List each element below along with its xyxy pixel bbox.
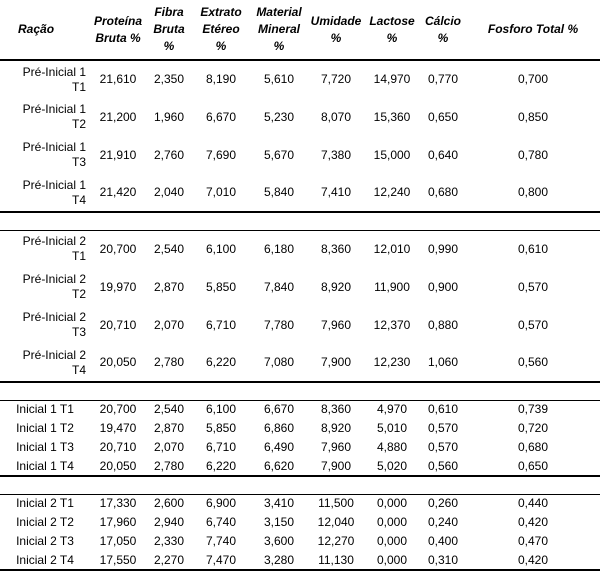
- cell-extrato-etereo: 6,220: [205, 458, 237, 473]
- cell-calcio: 0,640: [427, 147, 459, 162]
- row-label-text: Pré-Inicial 2: [22, 272, 86, 286]
- header-text: Etéreo: [202, 22, 240, 36]
- header-text: Fibra: [154, 5, 184, 19]
- row-label-text: Inicial 2 T4: [16, 552, 74, 567]
- table-row: [0, 419, 600, 438]
- row-label-text: T4: [71, 192, 86, 207]
- cell-proteina-bruta: 20,710: [99, 317, 137, 332]
- cell-lactose: 4,970: [376, 402, 408, 417]
- header-text: Bruta %: [95, 30, 141, 45]
- row-label: [0, 513, 90, 532]
- cell-lactose: 12,240: [373, 185, 411, 199]
- row-label-text: T2: [71, 117, 86, 131]
- cell-fibra-bruta: 2,780: [153, 458, 185, 473]
- table-row: [0, 344, 600, 382]
- cell-fosforo-total: 0,739: [517, 402, 549, 417]
- cell-calcio: 0,650: [427, 109, 459, 124]
- header-proteina-bruta: [90, 0, 146, 60]
- cell-fibra-bruta: 2,870: [153, 279, 185, 294]
- cell-fibra-bruta: 2,780: [153, 355, 185, 369]
- table-row: [0, 268, 600, 306]
- cell-fibra-bruta: 2,270: [153, 552, 185, 567]
- header-racao: [0, 0, 90, 60]
- cell-material-mineral: 6,670: [263, 402, 295, 417]
- header-fosforo-total: [466, 0, 600, 60]
- cell-calcio: 0,400: [427, 534, 459, 548]
- cell-umidade: 7,900: [320, 458, 352, 473]
- cell-calcio: 0,900: [427, 279, 459, 294]
- row-label: [0, 419, 90, 438]
- table-row: [0, 400, 600, 419]
- row-label-text: Inicial 2 T3: [16, 534, 74, 548]
- header-text: Extrato: [200, 5, 242, 19]
- cell-proteina-bruta: 19,470: [99, 421, 137, 435]
- header-extrato-etereo: [192, 0, 250, 60]
- cell-fibra-bruta: 2,330: [153, 534, 185, 548]
- cell-lactose: 5,010: [376, 421, 408, 435]
- header-text: Mineral: [257, 22, 300, 36]
- cell-material-mineral: 3,600: [263, 534, 295, 548]
- cell-material-mineral: 6,180: [263, 241, 295, 256]
- table-row: [0, 494, 600, 513]
- cell-material-mineral: 7,780: [263, 317, 295, 332]
- cell-extrato-etereo: 7,010: [205, 185, 237, 199]
- cell-lactose: 15,000: [373, 147, 411, 162]
- cell-fibra-bruta: 2,070: [153, 440, 185, 454]
- row-label-text: Pré-Inicial 2: [22, 310, 86, 324]
- cell-material-mineral: 3,150: [263, 515, 295, 529]
- cell-material-mineral: 6,490: [263, 440, 295, 454]
- row-label: [0, 268, 90, 306]
- row-label-text: T1: [71, 79, 86, 94]
- cell-umidade: 11,500: [318, 496, 354, 511]
- cell-fibra-bruta: 2,070: [153, 317, 185, 332]
- cell-fibra-bruta: 2,540: [153, 402, 185, 417]
- header-text: %: [437, 30, 449, 45]
- cell-proteina-bruta: 21,200: [99, 109, 137, 124]
- row-label-text: Pré-Inicial 1: [22, 102, 86, 116]
- cell-umidade: 12,270: [317, 534, 355, 548]
- cell-material-mineral: 3,410: [263, 496, 295, 511]
- cell-umidade: 8,070: [320, 109, 352, 124]
- row-label-text: Inicial 1 T1: [16, 402, 74, 417]
- cell-lactose: 12,230: [373, 355, 411, 369]
- row-label-text: T3: [71, 325, 86, 339]
- row-label: [0, 344, 90, 382]
- cell-umidade: 8,360: [320, 241, 352, 256]
- cell-material-mineral: 5,230: [263, 109, 295, 124]
- cell-fosforo-total: 0,720: [517, 421, 549, 435]
- cell-extrato-etereo: 6,900: [205, 496, 237, 511]
- header-text: %: [215, 39, 227, 53]
- cell-fosforo-total: 0,570: [517, 317, 549, 332]
- cell-fibra-bruta: 1,960: [153, 109, 185, 124]
- cell-proteina-bruta: 21,610: [99, 72, 137, 86]
- table-row: [0, 438, 600, 457]
- table-header: [0, 0, 600, 60]
- cell-fosforo-total: 0,780: [517, 147, 549, 162]
- table-row: [0, 230, 600, 268]
- header-row: [0, 0, 600, 60]
- cell-umidade: 7,410: [320, 185, 352, 199]
- header-text: Bruta: [153, 22, 185, 36]
- cell-umidade: 12,040: [317, 515, 355, 529]
- cell-extrato-etereo: 6,740: [205, 515, 237, 529]
- header-text: %: [273, 39, 285, 53]
- header-text: %: [330, 30, 342, 45]
- header-text: %: [163, 39, 175, 53]
- cell-fibra-bruta: 2,870: [153, 421, 185, 435]
- row-label: [0, 551, 90, 570]
- cell-material-mineral: 3,280: [263, 552, 295, 567]
- cell-calcio: 0,680: [427, 185, 459, 199]
- table-row: [0, 98, 600, 136]
- cell-fosforo-total: 0,470: [517, 534, 549, 548]
- row-label-text: Pré-Inicial 1: [22, 177, 86, 192]
- cell-extrato-etereo: 7,470: [205, 552, 237, 567]
- row-label-text: Inicial 2 T2: [16, 515, 74, 529]
- row-label: [0, 532, 90, 551]
- table-row: [0, 136, 600, 174]
- cell-extrato-etereo: 7,690: [205, 147, 237, 162]
- cell-fibra-bruta: 2,760: [153, 147, 185, 162]
- cell-lactose: 11,900: [374, 279, 410, 294]
- header-umidade: [308, 0, 364, 60]
- cell-calcio: 0,770: [427, 72, 459, 86]
- cell-calcio: 1,060: [427, 355, 459, 369]
- cell-fosforo-total: 0,420: [517, 515, 549, 529]
- cell-calcio: 0,240: [427, 515, 459, 529]
- cell-umidade: 7,900: [320, 355, 352, 369]
- row-label-text: Pré-Inicial 1: [22, 140, 86, 154]
- cell-fibra-bruta: 2,350: [153, 72, 185, 86]
- section-gap: [0, 476, 600, 494]
- cell-fosforo-total: 0,650: [517, 458, 549, 473]
- cell-fosforo-total: 0,850: [517, 109, 549, 124]
- cell-proteina-bruta: 20,700: [99, 402, 137, 417]
- section-gap: [0, 212, 600, 230]
- row-label-text: Inicial 1 T4: [16, 458, 74, 473]
- cell-extrato-etereo: 6,710: [205, 440, 237, 454]
- cell-material-mineral: 5,670: [263, 147, 295, 162]
- row-label: [0, 136, 90, 174]
- row-label-text: T3: [71, 155, 86, 169]
- cell-fosforo-total: 0,440: [517, 496, 549, 511]
- cell-calcio: 0,310: [427, 552, 459, 567]
- cell-lactose: 4,880: [376, 440, 408, 454]
- cell-extrato-etereo: 5,850: [205, 421, 237, 435]
- header-text: Cálcio: [424, 13, 461, 28]
- cell-fosforo-total: 0,680: [517, 440, 549, 454]
- cell-proteina-bruta: 21,420: [99, 185, 137, 199]
- cell-material-mineral: 6,860: [263, 421, 295, 435]
- cell-fosforo-total: 0,700: [517, 72, 549, 86]
- row-label: [0, 457, 90, 476]
- cell-lactose: 0,000: [376, 534, 408, 548]
- header-text: Ração: [18, 22, 55, 36]
- cell-proteina-bruta: 17,330: [99, 496, 137, 511]
- cell-umidade: 7,380: [320, 147, 352, 162]
- cell-calcio: 0,570: [427, 421, 459, 435]
- cell-extrato-etereo: 6,670: [205, 109, 237, 124]
- cell-proteina-bruta: 20,050: [99, 355, 137, 369]
- row-label-text: T2: [71, 287, 86, 301]
- header-text: Umidade: [310, 13, 362, 28]
- cell-fibra-bruta: 2,940: [153, 515, 185, 529]
- cell-material-mineral: 6,620: [263, 458, 295, 473]
- cell-material-mineral: 7,840: [263, 279, 295, 294]
- cell-material-mineral: 5,840: [263, 185, 295, 199]
- header-text: Proteína: [93, 13, 142, 28]
- cell-proteina-bruta: 20,050: [99, 458, 137, 473]
- row-label-text: T4: [71, 362, 86, 377]
- row-label: [0, 60, 90, 98]
- section-gap: [0, 382, 600, 400]
- cell-lactose: 5,020: [376, 458, 408, 473]
- cell-calcio: 0,560: [427, 458, 459, 473]
- cell-fibra-bruta: 2,600: [153, 496, 185, 511]
- header-text: %: [386, 30, 398, 45]
- cell-material-mineral: 5,610: [263, 72, 295, 86]
- cell-extrato-etereo: 6,710: [205, 317, 237, 332]
- row-label: [0, 494, 90, 513]
- cell-calcio: 0,570: [427, 440, 459, 454]
- cell-lactose: 12,010: [373, 241, 411, 256]
- cell-proteina-bruta: 20,710: [99, 440, 137, 454]
- header-text: Material: [256, 5, 302, 19]
- cell-fosforo-total: 0,560: [517, 355, 549, 369]
- cell-fosforo-total: 0,420: [517, 552, 549, 567]
- cell-umidade: 7,960: [320, 317, 352, 332]
- row-label: [0, 438, 90, 457]
- cell-umidade: 7,960: [320, 440, 352, 454]
- table-row: [0, 174, 600, 212]
- cell-extrato-etereo: 6,100: [205, 241, 237, 256]
- row-label: [0, 400, 90, 419]
- cell-lactose: 15,360: [373, 109, 411, 124]
- row-label-text: Inicial 2 T1: [16, 496, 74, 511]
- cell-proteina-bruta: 17,960: [99, 515, 137, 529]
- cell-fibra-bruta: 2,540: [153, 241, 185, 256]
- cell-proteina-bruta: 17,550: [99, 552, 137, 567]
- row-label: [0, 174, 90, 212]
- cell-extrato-etereo: 8,190: [205, 72, 237, 86]
- table-row: [0, 551, 600, 570]
- cell-extrato-etereo: 6,100: [205, 402, 237, 417]
- cell-umidade: 8,920: [320, 279, 352, 294]
- table-row: [0, 532, 600, 551]
- header-lactose: [364, 0, 420, 60]
- table-row: [0, 60, 600, 98]
- cell-calcio: 0,260: [427, 496, 459, 511]
- cell-proteina-bruta: 21,910: [99, 147, 137, 162]
- row-label: [0, 98, 90, 136]
- table-body: [0, 60, 600, 570]
- cell-material-mineral: 7,080: [263, 355, 295, 369]
- cell-lactose: 0,000: [376, 552, 408, 567]
- cell-proteina-bruta: 20,700: [99, 241, 137, 256]
- header-text: Fosforo Total %: [487, 22, 579, 36]
- cell-calcio: 0,880: [427, 317, 459, 332]
- cell-lactose: 14,970: [373, 72, 411, 86]
- cell-umidade: 7,720: [320, 72, 352, 86]
- table-row: [0, 306, 600, 344]
- table-row: [0, 457, 600, 476]
- table-row: [0, 513, 600, 532]
- cell-fosforo-total: 0,570: [517, 279, 549, 294]
- row-label: [0, 306, 90, 344]
- row-label-text: T1: [71, 249, 86, 264]
- header-material-mineral: [250, 0, 308, 60]
- row-label: [0, 230, 90, 268]
- cell-proteina-bruta: 17,050: [99, 534, 137, 548]
- cell-umidade: 11,130: [318, 552, 354, 567]
- cell-umidade: 8,920: [320, 421, 352, 435]
- cell-umidade: 8,360: [320, 402, 352, 417]
- cell-extrato-etereo: 6,220: [205, 355, 237, 369]
- header-text: Lactose: [369, 13, 415, 28]
- row-label-text: Inicial 1 T3: [16, 440, 74, 454]
- cell-lactose: 0,000: [376, 496, 408, 511]
- row-label-text: Pré-Inicial 2: [22, 347, 86, 362]
- cell-extrato-etereo: 5,850: [205, 279, 237, 294]
- cell-lactose: 0,000: [376, 515, 408, 529]
- cell-fosforo-total: 0,610: [517, 241, 549, 256]
- cell-lactose: 12,370: [373, 317, 411, 332]
- cell-fibra-bruta: 2,040: [153, 185, 185, 199]
- row-label-text: Pré-Inicial 1: [22, 64, 86, 79]
- row-label-text: Inicial 1 T2: [16, 421, 74, 435]
- cell-calcio: 0,990: [427, 241, 459, 256]
- header-fibra-bruta: [146, 0, 192, 60]
- header-calcio: [420, 0, 466, 60]
- cell-calcio: 0,610: [427, 402, 459, 417]
- cell-extrato-etereo: 7,740: [205, 534, 237, 548]
- cell-fosforo-total: 0,800: [517, 185, 549, 199]
- cell-proteina-bruta: 19,970: [99, 279, 137, 294]
- row-label-text: Pré-Inicial 2: [22, 234, 86, 249]
